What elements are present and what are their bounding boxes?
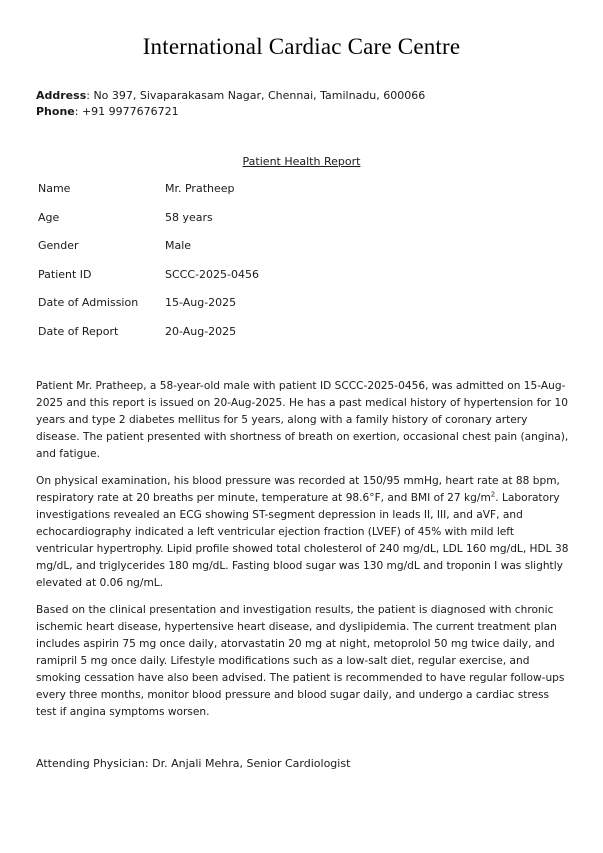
report-body — [36, 378, 569, 731]
examination-paragraph — [36, 473, 569, 593]
contact-block — [36, 88, 425, 120]
info-row-age — [38, 211, 259, 240]
hospital-title: International Cardiac Care Centre — [142, 34, 461, 59]
address-value: : No 397, Sivaparakasam Nagar, Chennai, Tamilnadu, 600066 — [86, 89, 426, 102]
info-row-patient-id — [38, 268, 259, 297]
address-label: Address — [36, 89, 87, 102]
info-row-admission-date — [38, 296, 259, 325]
patient-info-table — [38, 182, 259, 354]
info-label: Patient ID — [38, 267, 92, 281]
info-row-name — [38, 182, 259, 211]
info-value: Male — [165, 239, 192, 253]
info-label: Gender — [38, 239, 79, 253]
info-label: Name — [38, 182, 71, 195]
attending-physician: Attending Physician: Dr. Anjali Mehra, Senior Cardiologist — [36, 757, 351, 770]
info-value: 20-Aug-2025 — [165, 324, 237, 338]
phone-line — [36, 104, 425, 120]
info-label: Date of Report — [38, 324, 119, 338]
examination-text-part2: . Laboratory investigations revealed an ECG showing ST-segment depression in leads II, III, and aVF, and echocardiography indicated a left ventricular ejection fraction (LVEF) of 45% with mild left ventricular hypertrophy. Lipid profile showed total cholesterol of 240 mg/dL, LDL 160 mg/dL, HDL 38 mg/dL, and triglycerides 180 mg/dL. Fasting blood sugar was 130 mg/dL and troponin I was slightly elevated at 0.06 ng/mL. — [36, 491, 569, 590]
phone-value: : +91 9977676721 — [74, 105, 179, 118]
info-row-report-date — [38, 325, 259, 354]
info-label: Age — [38, 210, 60, 224]
diagnosis-paragraph: Based on the clinical presentation and investigation results, the patient is diagnosed with chronic ischemic heart disease, hypertensive heart disease, and dyslipidemia. The current treatment plan includes aspirin 75 mg once daily, atorvastatin 20 mg at night, metoprolol 50 mg twice daily, and ramipril 5 mg once daily. Lifestyle modifications such as a low-salt diet, regular exercise, and smoking cessation have also been advised. The patient is recommended to have regular follow-ups every three months, monitor blood pressure and blood sugar daily, and undergo a cardiac stress test if angina symptoms worsen. — [36, 603, 565, 719]
info-row-gender — [38, 239, 259, 268]
info-value: SCCC-2025-0456 — [165, 267, 259, 281]
examination-text-part1: On physical examination, his blood pressure was recorded at 150/95 mmHg, heart rate at 88 bpm, respiratory rate at 20 breaths per minute, temperature at 98.6°F, and BMI of 27 kg/m — [36, 474, 560, 504]
info-label: Date of Admission — [38, 296, 139, 310]
superscript-2: 2 — [490, 490, 496, 499]
info-value: Mr. Pratheep — [165, 182, 235, 195]
info-value: 58 years — [165, 210, 213, 224]
info-value: 15-Aug-2025 — [165, 296, 237, 310]
phone-label: Phone — [36, 105, 75, 118]
history-paragraph: Patient Mr. Pratheep, a 58-year-old male with patient ID SCCC-2025-0456, was admitted on 15-Aug-2025 and this report is issued on 20-Aug-2025. He has a past medical history of hypertension for 10 years and type 2 diabetes mellitus for 5 years, along with a family history of coronary artery disease. The patient presented with shortness of breath on exertion, occasional chest pain (angina), and fatigue. — [36, 380, 569, 461]
report-heading: Patient Health Report — [242, 155, 361, 168]
address-line — [36, 88, 425, 104]
